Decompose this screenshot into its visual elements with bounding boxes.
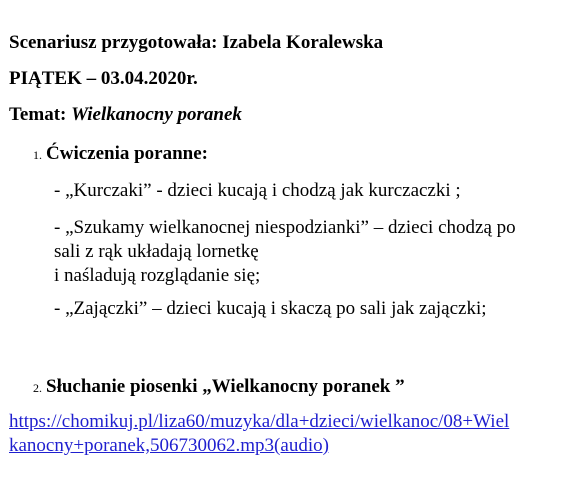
audio-link-line-2[interactable]: kanocny+poranek,506730062.mp3(audio) (9, 435, 329, 456)
section-1-heading (33, 142, 208, 167)
exercise-item-2-line-1: - „Szukamy wielkanocnej niespodzianki” – dzieci chodzą po (54, 217, 516, 238)
exercise-item-2-line-3: i naśladują rozglądanie się; (54, 265, 261, 286)
author-line (9, 31, 383, 56)
exercise-item-2 (54, 216, 576, 288)
exercise-item-3 (54, 297, 576, 322)
topic-label: Temat: (9, 104, 67, 125)
author-name: Izabela Koralewska (222, 32, 384, 53)
topic-line (9, 103, 242, 128)
section-2-title: Słuchanie piosenki „Wielkanocny poranek ” (46, 376, 405, 397)
exercise-item-1 (54, 179, 576, 204)
audio-link-block[interactable] (9, 410, 579, 458)
exercise-item-2-line-2: sali z rąk układają lornetkę (54, 241, 259, 262)
exercise-item-3-line-1: - „Zajączki” – dzieci kucają i skaczą po sali jak zajączki; (54, 298, 487, 319)
author-label: Scenariusz przygotowała: (9, 32, 218, 53)
section-2-heading (33, 375, 405, 400)
section-1-number: 1. (33, 148, 42, 162)
date-line: PIĄTEK – 03.04.2020r. (9, 68, 198, 89)
section-2-number: 2. (33, 381, 42, 395)
topic-value: Wielkanocny poranek (71, 104, 242, 125)
audio-link-line-1[interactable]: https://chomikuj.pl/liza60/muzyka/dla+dzieci/wielkanoc/08+Wiel (9, 411, 510, 432)
section-1-title: Ćwiczenia poranne: (46, 143, 209, 164)
exercise-item-1-line-1: - „Kurczaki” - dzieci kucają i chodzą jak kurczaczki ; (54, 180, 461, 201)
